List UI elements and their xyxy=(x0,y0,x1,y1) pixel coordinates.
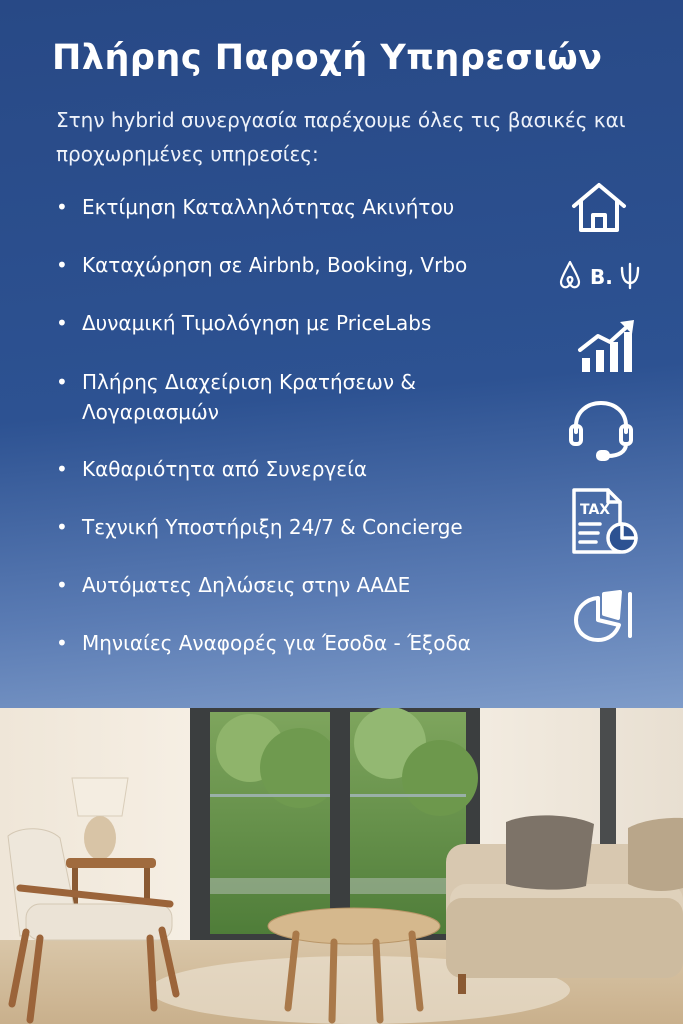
headset-icon xyxy=(566,398,636,464)
service-label: Καταχώρηση σε Airbnb, Booking, Vrbo xyxy=(82,253,468,277)
service-label: Πλήρης Διαχείριση Κρατήσεων & Λογαριασμών xyxy=(82,370,417,424)
living-room-photo xyxy=(0,708,683,1024)
service-label: Μηνιαίες Αναφορές για Έσοδα - Έξοδα xyxy=(82,631,471,655)
house-icon xyxy=(564,180,634,236)
service-label: Καθαριότητα από Συνεργεία xyxy=(82,457,368,481)
service-label: Τεχνική Υποστήριξη 24/7 & Concierge xyxy=(82,515,463,539)
services-panel: Πλήρης Παροχή Υπηρεσιών Στην hybrid συνεργασία παρέχουμε όλες τις βασικές και προχωρημένες υπηρεσίες: • Εκτίμηση Καταλληλότητας Ακινήτου • Καταχώρηση σε Airbnb, Booking, Vrbo • Δυναμική Τιμολόγηση με PriceLabs • Πλήρης Διαχείριση Κρατήσεων & Λογαριασμών • Καθαριότητα από Συνεργεία • Τεχνική Υποστήριξη 24/7 & Concierge • Αυτόματες Δηλώσεις στην ΑΑΔΕ • Μηνιαίες Αναφορές για Έσοδα - Έξοδα B. TAX xyxy=(0,0,683,708)
booking-logo: B. xyxy=(590,265,613,289)
service-label: Αυτόματες Δηλώσεις στην ΑΑΔΕ xyxy=(82,573,411,597)
page-title: Πλήρης Παροχή Υπηρεσιών xyxy=(52,38,603,78)
service-label: Εκτίμηση Καταλληλότητας Ακινήτου xyxy=(82,195,455,219)
tax-document-icon xyxy=(568,486,642,558)
pie-report-icon xyxy=(568,588,638,644)
chart-up-icon xyxy=(574,316,644,376)
platforms-icon xyxy=(556,250,646,294)
service-label: Δυναμική Τιμολόγηση με PriceLabs xyxy=(82,311,432,335)
intro-text: Στην hybrid συνεργασία παρέχουμε όλες τις βασικές και προχωρημένες υπηρεσίες: xyxy=(56,108,626,166)
tax-label: TAX xyxy=(580,502,611,518)
